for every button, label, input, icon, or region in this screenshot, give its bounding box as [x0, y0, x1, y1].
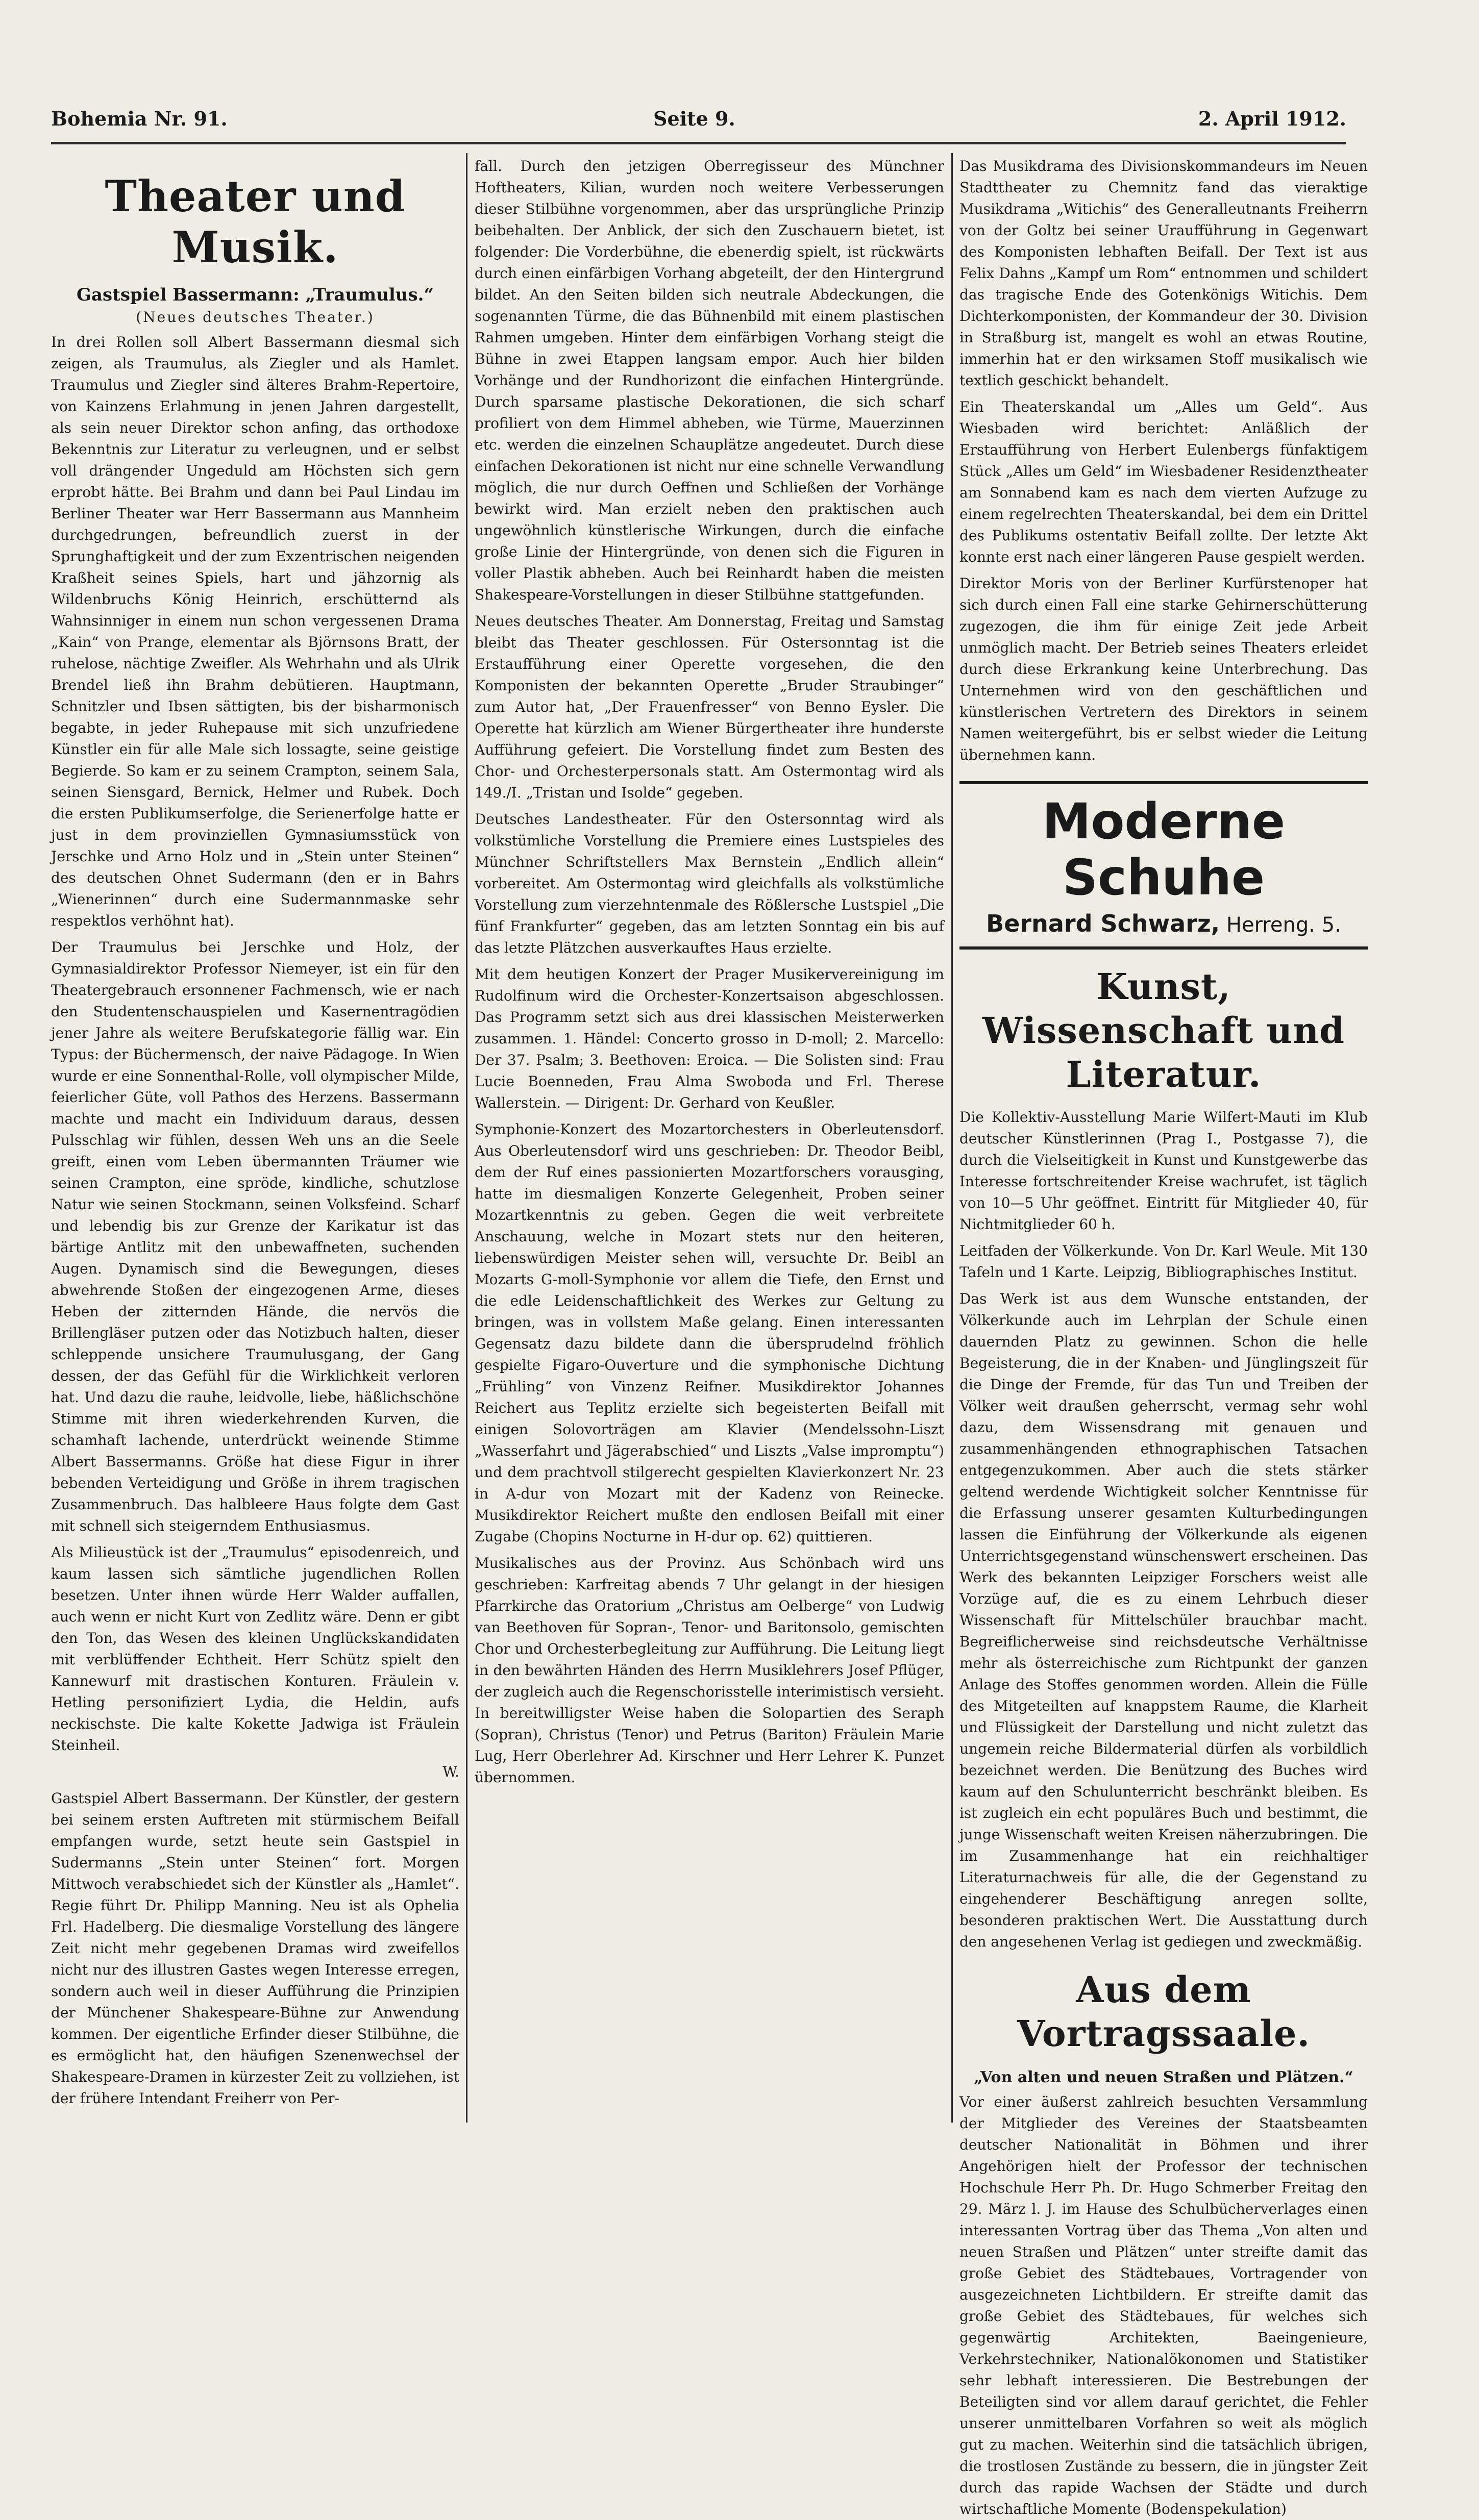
article-paragraph: Musikalisches aus der Provinz. Aus Schönbach wird uns geschrieben: Karfreitag abends 7 Uhr gelangt in der hiesigen Pfarrkirche das Oratorium „Christus am Oelberge“ von Ludwig van Beethoven für Sopran-, Tenor- und Baritonsolo, gemischten Chor und Orchesterbegleitung zur Aufführung. Die Leitung liegt in den bewährten Händen des Herrn Musiklehrers Josef Pflüger, der zugleich auch die Regenschorisstelle interimistisch versieht. In bereitwilligster Weise haben die Solopartien des Seraph (Sopran), Christus (Tenor) und Petrus (Bariton) Fräulein Marie Lug, Herr Oberlehrer Ad. Kirschner und Herr Lehrer K. Punzet übernommen. — [475, 1555, 944, 1786]
column-rule-right — [951, 153, 953, 2123]
article-paragraph: Vor einer äußerst zahlreich besuchten Versammlung der Mitglieder des Vereines der Staatsbeamten deutscher Nationalität in Böhmen und ihrer Angehörigen hielt der Professor der technischen Hochschule Herr Ph. Dr. Hugo Schmerber Freitag den 29. März l. J. im Hause des Schulbücherverlages einen interessanten Vortrag über das Thema „Von alten und neuen Straßen und Plätzen“ unter streifte damit das große Gebiet des Städtebaues, Vortragender von ausgezeichneten Lichtbildern. Er streifte damit das große Gebiet des Städtebaues, für welches sich gegenwärtig Architekten, Baeingenieure, Verkehrstechniker, Nationalökonomen und Statistiker sehr lebhaft interessieren. Die Bestrebungen der Beteiligten sind vor allem darauf gerichtet, die Fehler unserer unmittelbaren Vorfahren so weit als möglich gut zu machen. Weiterhin sind die tatsächlich übrigen, die trostlosen Zustände zu bessern, die in jüngster Zeit durch das rapide Wachsen der Städte und durch wirtschaftliche Momente (Bodenspekulation) — [959, 2093, 1368, 2517]
article-paragraph: Mit dem heutigen Konzert der Prager Musikervereinigung im Rudolfinum wird die Orchester-Konzertsaison abgeschlossen. Das Programm setzt sich aus drei klassischen Meisterwerken zusammen. 1. Händel: Concerto grosso in D-moll; 2. Marcello: Der 37. Psalm; 3. Beethoven: Eroica. — Die Solisten sind: Frau Lucie Boenneden, Frau Alma Swoboda und Frl. Therese Wallerstein. — Dirigent: Dr. Gerhard von Keußler. — [475, 966, 944, 1111]
article-headline: Gastspiel Bassermann: „Traumulus.“ — [76, 285, 434, 305]
article-paragraph: Symphonie-Konzert des Mozartorchesters in Oberleutensdorf. Aus Oberleutensdorf wird uns geschrieben: Dr. Theodor Beibl, dem der Ruf eines passionierten Mozartforschers vorausging, hatte im diesmaligen Konzerte Gelegenheit, Proben seiner Mozartkenntnis zu geben. Gegen die weit verbreitete Anschauung, welche in Mozart stets nur den heiteren, liebenswürdigen Meister sehen will, versuchte Dr. Beibl an Mozarts G-moll-Symphonie vor allem die Tiefe, den Ernst und die edle Leidenschaftlichkeit des Werkes zur Geltung zu bringen, was in vollstem Maße gelang. Einen interessanten Gegensatz dazu bildete dann die übersprudelnd fröhlich gespielte Figaro-Ouverture und die symphonische Dichtung „Frühling“ von Vinzenz Reifner. Musikdirektor Johannes Reichert aus Teplitz erzielte sich begeisterten Beifall mit einigen Solovorträgen am Klavier (Mendelssohn-Liszt „Wasserfahrt und Jägerabschied“ und Liszts „Valse impromptu“) und dem prachtvoll stilgerecht gespielten Klavierkonzert Nr. 23 in A-dur von Mozart mit der Kadenz von Reinecke. Musikdirektor Reichert mußte den endlosen Beifall mit einer Zugabe (Chopins Nocturne in H-dur op. 62) quittieren. — [475, 1121, 944, 1545]
article-paragraph: fall. Durch den jetzigen Oberregisseur des Münchner Hoftheaters, Kilian, wurden noch weitere Verbesserungen dieser Stilbühne vorgenommen, aber das ursprüngliche Prinzip beibehalten. Der Anblick, der sich den Zuschauern bietet, ist folgender: Die Vorderbühne, die ebenerdig spielt, ist rückwärts durch einen einfärbigen Vorhang abgeteilt, der den Hintergrund bildet. An den Seiten bilden sich neutrale Abdeckungen, die sogenannten Türme, die das Bühnenbild mit einem plastischen Rahmen umgeben. Hinter dem einfärbigen Vorhang steigt die Bühne in zwei Etappen langsam empor. Auch hier bilden Vorhänge und der Rundhorizont die einfachen Hintergründe. Durch sparsame plastische Dekorationen, die sich scharf profiliert von dem Himmel abheben, wie Türme, Mauerzinnen etc. werden die einzelnen Schauplätze angedeutet. Durch diese einfachen Dekorationen ist nicht nur eine schnelle Verwandlung möglich, die nur durch Oeffnen und Schließen der Vorhänge bewirkt wird. Man erzielt neben den praktischen auch ungewöhnlich künstlerische Wirkungen, durch die einfache große Linie der Hintergründe, von denen sich die Figuren in voller Plastik abheben. Auch bei Reinhardt haben die meisten Shakespeare-Vorstellungen in dieser Stilbühne stattgefunden. — [475, 158, 944, 603]
ad-line — [965, 910, 1363, 937]
header-rule — [51, 142, 1346, 144]
page-header — [51, 107, 1346, 138]
ad-title: Moderne Schuhe — [1042, 793, 1286, 906]
article-paragraph: Das Werk ist aus dem Wunsche entstanden, der Völkerkunde auch im Lehrplan der Schule einen dauernden Platz zu gewinnen. Schon die helle Begeisterung, die in der Knaben- und Jünglingszeit für die Dinge der Fremde, für das Tun und Treiben der Völker weit draußen geherrscht, vermag sehr wohl dazu, dem Wissensdrang mit genauen und zusammenhängenden ethnographischen Tatsachen entgegenzukommen. Aber auch die stets stärker geltend werdende Wichtigkeit solcher Kenntnisse für die Erfassung unserer gesamten Kulturbedingungen lassen die Einführung der Völkerkunde als eigenen Unterrichtsgegenstand wünschenswert erscheinen. Das Werk des bekannten Leipziger Forschers weist alle Vorzüge auf, die es zu einem Lehrbuch dieser Wissenschaft für Mittelschüler brauchbar macht. Begreiflicherweise sind reichsdeutsche Verhältnisse mehr als österreichische zum Richtpunkt der ganzen Anlage des Stoffes genommen worden. Allein die Fülle des Mitgeteilten auf knappstem Raume, die Klarheit und Flüssigkeit der Darstellung und nicht zuletzt das ungemein reiche Bildermaterial dürfen als vorbildlich bezeichnet werden. Die Benützung des Buches wird kaum auf den Schulunterricht beschränkt bleiben. Es ist zugleich ein echt populäres Buch und bestimmt, die junge Wissenschaft weiten Kreisen näherzubringen. Die im Zusammenhange hat ein reichhaltiger Literaturnachweis für alle, die der Gegenstand zu eingehenderer Beschäftigung anregen sollte, besonderen praktischen Wert. Die Ausstattung durch den angesehenen Verlag ist gediegen und zweckmäßig. — [959, 1290, 1368, 1950]
article-paragraph: Deutsches Landestheater. Für den Ostersonntag wird als volkstümliche Vorstellung die Premiere eines Lustspieles des Münchner Schriftstellers Max Bernstein „Endlich allein“ vorbereitet. Am Ostermontag wird gleichfalls als volkstümliche Vorstellung zum vierzehntenmale des Rößlersche Lustspiel „Die fünf Frankfurter“ gegeben, das am letzten Sonntag ein bis auf das letzte Plätzchen ausverkauftes Haus erzielte. — [475, 811, 944, 956]
article-signature: W. — [442, 1763, 459, 1780]
article-paragraph: Leitfaden der Völkerkunde. Von Dr. Karl Weule. Mit 130 Tafeln und 1 Karte. Leipzig, Bibliographisches Institut. — [959, 1242, 1368, 1281]
article-paragraph: In drei Rollen soll Albert Bassermann diesmal sich zeigen, als Traumulus, als Ziegler und als Hamlet. Traumulus und Ziegler sind älteres Brahm-Repertoire, von Kainzens Erlahmung in jenen Jahren dargestellt, als sein neuer Direktor schon anfing, das orthodoxe Bekenntnis zur Literatur zu verleugnen, und er selbst voll drängender Ungeduld am Höchsten sich gern erprobt hätte. Bei Brahm und dann bei Paul Lindau im Berliner Theater war Herr Bassermann aus Mannheim durchgedrungen, befreundlich zuerst in der Sprunghaftigkeit und der zum Exzentrischen neigenden Kraßheit seines Spiels, hart und jähzornig als Wildenbruchs König Heinrich, erschütternd als Wahnsinniger in einem nun schon vergessenen Drama „Kain“ von Prange, elementar als Björnsons Bratt, der ruhelose, nächtige Zweifler. Als Wehrhahn und als Ulrik Brendel ließ ihn Brahm debütieren. Hauptmann, Schnitzler und Ibsen sättigten, bis der bisharmonisch begabte, in jeder Ruhepause mit sich unzufriedene Künstler ein für alle Male sich lossagte, seine geistige Begierde. So kam er zu seinem Crampton, seinem Sala, seinen Siensgard, Bernick, Helmer und Rubek. Doch die ersten Publikumserfolge, die Serienerfolge hatte er just in dem provinziellen Gymnasiumsstück von Jerschke und Arno Holz und in „Stein unter Steinen“ des deutschen Ohnet Sudermann (den er in Bahrs „Wienerinnen“ durch eine Sudermannmaske sehr respektlos verhöhnt hat). — [51, 334, 459, 929]
article-paragraph: Direktor Moris von der Berliner Kurfürstenoper hat sich durch einen Fall eine starke Gehirnerschütterung zugezogen, die ihm für einige Zeit jede Arbeit unmöglich macht. Der Betrieb seines Theaters erleidet durch diese Erkrankung keine Unterbrechung. Das Unternehmen wird von den geschäftlichen und künstlerischen Vertretern des Direktors in seinem Namen weitergeführt, bis er selbst wieder die Leitung übernehmen kann. — [959, 575, 1368, 763]
article-paragraph: Der Traumulus bei Jerschke und Holz, der Gymnasialdirektor Professor Niemeyer, ist ein für den Theatergebrauch ersonnener Fachmensch, wie er nach den Studentenschauspielen und Kasernentragödien jener Jahre als weitere Berufskategorie fällig war. Ein Typus: der Büchermensch, der naive Pädagoge. In Wien wurde er eine Sonnenthal-Rolle, voll olympischer Milde, feierlicher Güte, voll Pathos des Herzens. Bassermann machte und macht ein Individuum daraus, dessen Pulsschlag wir fühlen, dessen Weh uns an die Seele greift, einen vom Leben übermannten Träumer wie seinen Crampton, eine spröde, kindliche, schutzlose Natur wie seinen Stockmann, seinen Volksfeind. Scharf und lebendig bis zur Grenze der Karikatur ist das bärtige Antlitz mit den unbewaffneten, suchenden Augen. Dynamisch sind die Bewegungen, dieses abwehrende Stoßen der eingezogenen Arme, dieses Heben der zitternden Hände, die nervös die Brillengläser putzen oder das Notizbuch halten, dieser schleppende unsichere Traumulusgang, der Gang dessen, der das Gefühl für die Wirklichkeit verloren hat. Und dazu die rauhe, leidvolle, liebe, häßlichschöne Stimme mit ihren wiederkehrenden Kurven, die schamhaft lachende, unterdrückt weinende Stimme Albert Bassermanns. Größe hat diese Figur in ihrer bebenden Verteidigung und Größe in ihrem tragischen Zusammenbruch. Das halbleere Haus folgte dem Gast mit schnell sich steigerndem Enthusiasmus. — [51, 939, 459, 1534]
article-subhead: (Neues deutsches Theater.) — [136, 309, 375, 326]
article-paragraph: Das Musikdrama des Divisionskommandeurs im Neuen Stadttheater zu Chemnitz fand das vieraktige Musikdrama „Witichis“ des Generalleutnants Freiherrn von der Goltz bei seiner Uraufführung in Gegenwart des Komponisten lebhaften Beifall. Der Text ist aus Felix Dahns „Kampf um Rom“ entnommen und schildert das tragische Ende des Gotenkönigs Witichis. Dem Dichterkomponisten, der Kommandeur der 30. Division in Straßburg ist, mangelt es wohl an etwas Routine, immerhin hat er den wirksamen Stoff musikalisch wie textlich geschickt behandelt. — [959, 158, 1368, 389]
column-rule-left — [466, 153, 467, 2123]
section-title-vortragssaale: Aus dem Vortragssaale. — [1017, 1968, 1310, 2055]
section-title-kunst: Kunst, Wissenschaft und Literatur. — [982, 965, 1345, 1095]
article-paragraph: Ein Theaterskandal um „Alles um Geld“. Aus Wiesbaden wird berichtet: Anläßlich der Erstaufführung von Herbert Eulenbergs fünfaktigem Stück „Alles um Geld“ im Wiesbadener Residenztheater am Sonnabend kam es nach dem vierten Aufzuge zu einem regelrechten Theaterskandal, bei dem ein Drittel des Publikums ostentativ Beifall zollte. Der letzte Akt konnte erst nach einer längeren Pause gespielt werden. — [959, 398, 1368, 565]
article-paragraph: Die Kollektiv-Ausstellung Marie Wilfert-Mauti im Klub deutscher Künstlerinnen (Prag I., Postgasse 7), die durch die Vielseitigkeit in Kunst und Kunstgewerbe das Interesse fortschreitender Kreise wachrufet, ist täglich von 10—5 Uhr geöffnet. Eintritt für Mitglieder 40, für Nichtmitglieder 60 h. — [959, 1109, 1368, 1233]
article-headline: „Von alten und neuen Straßen und Plätzen.“ — [974, 2068, 1353, 2086]
article-paragraph: Neues deutsches Theater. Am Donnerstag, Freitag und Samstag bleibt das Theater geschlossen. Für Ostersonntag ist die Erstaufführung einer Operette vorgesehen, die den Komponisten der bekannten Operette „Bruder Straubinger“ zum Autor hat, „Der Frauenfresser“ von Benno Eysler. Die Operette hat kürzlich am Wiener Bürgertheater ihre hunderste Aufführung gefeiert. Die Vorstellung findet zum Besten des Chor- und Orchesterpersonals statt. Am Ostermontag wird als 149./I. „Tristan und Isolde“ gegeben. — [475, 613, 944, 801]
article-paragraph: Gastspiel Albert Bassermann. Der Künstler, der gestern bei seinem ersten Auftreten mit stürmischem Beifall empfangen wurde, setzt heute sein Gastspiel in Sudermanns „Stein unter Steinen“ fort. Morgen Mittwoch verabschiedet sich der Künstler als „Hamlet“. Regie führt Dr. Philipp Manning. Neu ist als Ophelia Frl. Hadelberg. Die diesmalige Vorstellung des längere Zeit nicht mehr gegebenen Dramas wird zweifellos nicht nur des illustren Gastes wegen Interesse erregen, sondern auch weil in dieser Aufführung die Prinzipien der Münchener Shakespeare-Bühne zur Anwendung kommen. Der eigentliche Erfinder dieser Stilbühne, die es ermöglicht hat, den häufigen Szenenwechsel der Shakespeare-Dramen in kürzester Zeit zu vollziehen, ist der frühere Intendant Freiherr von Per- — [51, 1790, 459, 2107]
header-publication: Bohemia Nr. 91. — [51, 107, 228, 130]
header-page-number: Seite 9. — [653, 107, 735, 130]
section-title-theater: Theater und Musik. — [105, 171, 406, 272]
column-1 — [51, 156, 459, 2125]
column-3 — [959, 156, 1368, 2517]
ad-merchant-name: Bernard Schwarz, — [986, 910, 1220, 937]
column-2 — [475, 156, 944, 2125]
article-paragraph: Als Milieustück ist der „Traumulus“ episodenreich, und kaum lassen sich sämtliche jugendlichen Rollen besetzen. Unter ihnen würde Herr Walder auffallen, auch wenn er nicht Kurt von Zedlitz wäre. Denn er gibt den Ton, das Wesen des kleinen Unglückskandidaten mit verblüffender Echtheit. Herr Schütz spielt den Kannewurf mit drastischen Konturen. Fräulein v. Hetling personifiziert Lydia, die Heldin, aufs neckischste. Die kalte Kokette Jadwiga ist Fräulein Steinheil. — [51, 1544, 459, 1754]
advertisement-box — [959, 781, 1368, 950]
ad-address: Herreng. 5. — [1226, 913, 1341, 937]
header-date: 2. April 1912. — [1198, 107, 1346, 130]
